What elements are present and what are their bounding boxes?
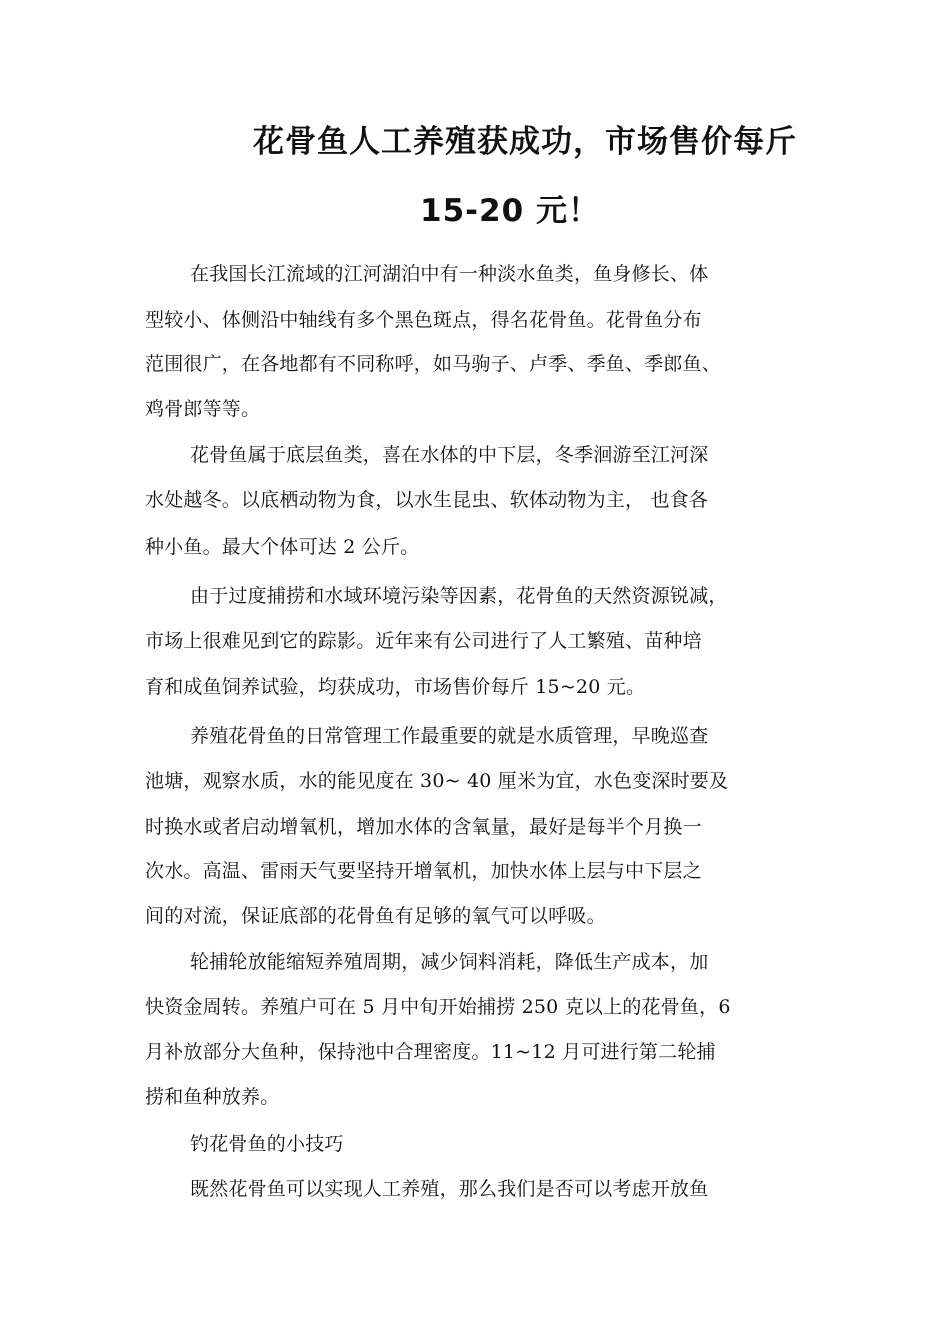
paragraph-line: 由于过度捕捞和水域环境污染等因素，花骨鱼的天然资源锐减， bbox=[190, 585, 728, 607]
paragraph-line: 养殖花骨鱼的日常管理工作最重要的就是水质管理，早晚巡查 bbox=[190, 725, 709, 747]
section-heading-text: 钓花骨鱼的小技巧 bbox=[190, 1133, 344, 1155]
paragraph-line: 育和成鱼饲养试验，均获成功，市场售价每斤 15~20 元。 bbox=[145, 676, 646, 698]
paragraph-line: 在我国长江流域的江河湖泊中有一种淡水鱼类，鱼身修长、体 bbox=[190, 263, 709, 285]
paragraph-line: 次水。高温、雷雨天气要坚持开增氧机，加快水体上层与中下层之 bbox=[145, 860, 702, 882]
paragraph-line: 时换水或者启动增氧机，增加水体的含氧量，最好是每半个月换一 bbox=[145, 816, 702, 838]
paragraph-line: 既然花骨鱼可以实现人工养殖，那么我们是否可以考虑开放鱼 bbox=[190, 1178, 709, 1200]
paragraph-line: 市场上很难见到它的踪影。近年来有公司进行了人工繁殖、苗种培 bbox=[145, 630, 702, 652]
paragraph-line: 间的对流，保证底部的花骨鱼有足够的氧气可以呼吸。 bbox=[145, 905, 606, 927]
paragraph-line: 种小鱼。最大个体可达 2 公斤。 bbox=[145, 536, 420, 558]
paragraph-line: 水处越冬。以底栖动物为食，以水生昆虫、软体动物为主， 也食各 bbox=[145, 489, 709, 511]
paragraph-line: 捞和鱼种放养。 bbox=[145, 1086, 280, 1108]
document-title-line-1: 花骨鱼人工养殖获成功，市场售价每斤 bbox=[253, 124, 797, 160]
paragraph-line: 快资金周转。养殖户可在 5 月中旬开始捕捞 250 克以上的花骨鱼，6 bbox=[145, 996, 731, 1018]
paragraph-line: 月补放部分大鱼种，保持池中合理密度。11~12 月可进行第二轮捕 bbox=[145, 1041, 716, 1063]
document-title-line-2: 15-20 元！ bbox=[420, 193, 600, 229]
paragraph-line: 鸡骨郎等等。 bbox=[145, 398, 261, 420]
paragraph-line: 池塘，观察水质，水的能见度在 30~ 40 厘米为宜，水色变深时要及 bbox=[145, 770, 729, 792]
paragraph-line: 型较小、体侧沿中轴线有多个黑色斑点，得名花骨鱼。花骨鱼分布 bbox=[145, 309, 702, 331]
paragraph-line: 花骨鱼属于底层鱼类，喜在水体的中下层，冬季洄游至江河深 bbox=[190, 444, 709, 466]
paragraph-line: 范围很广，在各地都有不同称呼，如马驹子、卢季、季鱼、季郎鱼、 bbox=[145, 353, 722, 375]
paragraph-line: 轮捕轮放能缩短养殖周期，减少饲料消耗，降低生产成本，加 bbox=[190, 951, 709, 973]
